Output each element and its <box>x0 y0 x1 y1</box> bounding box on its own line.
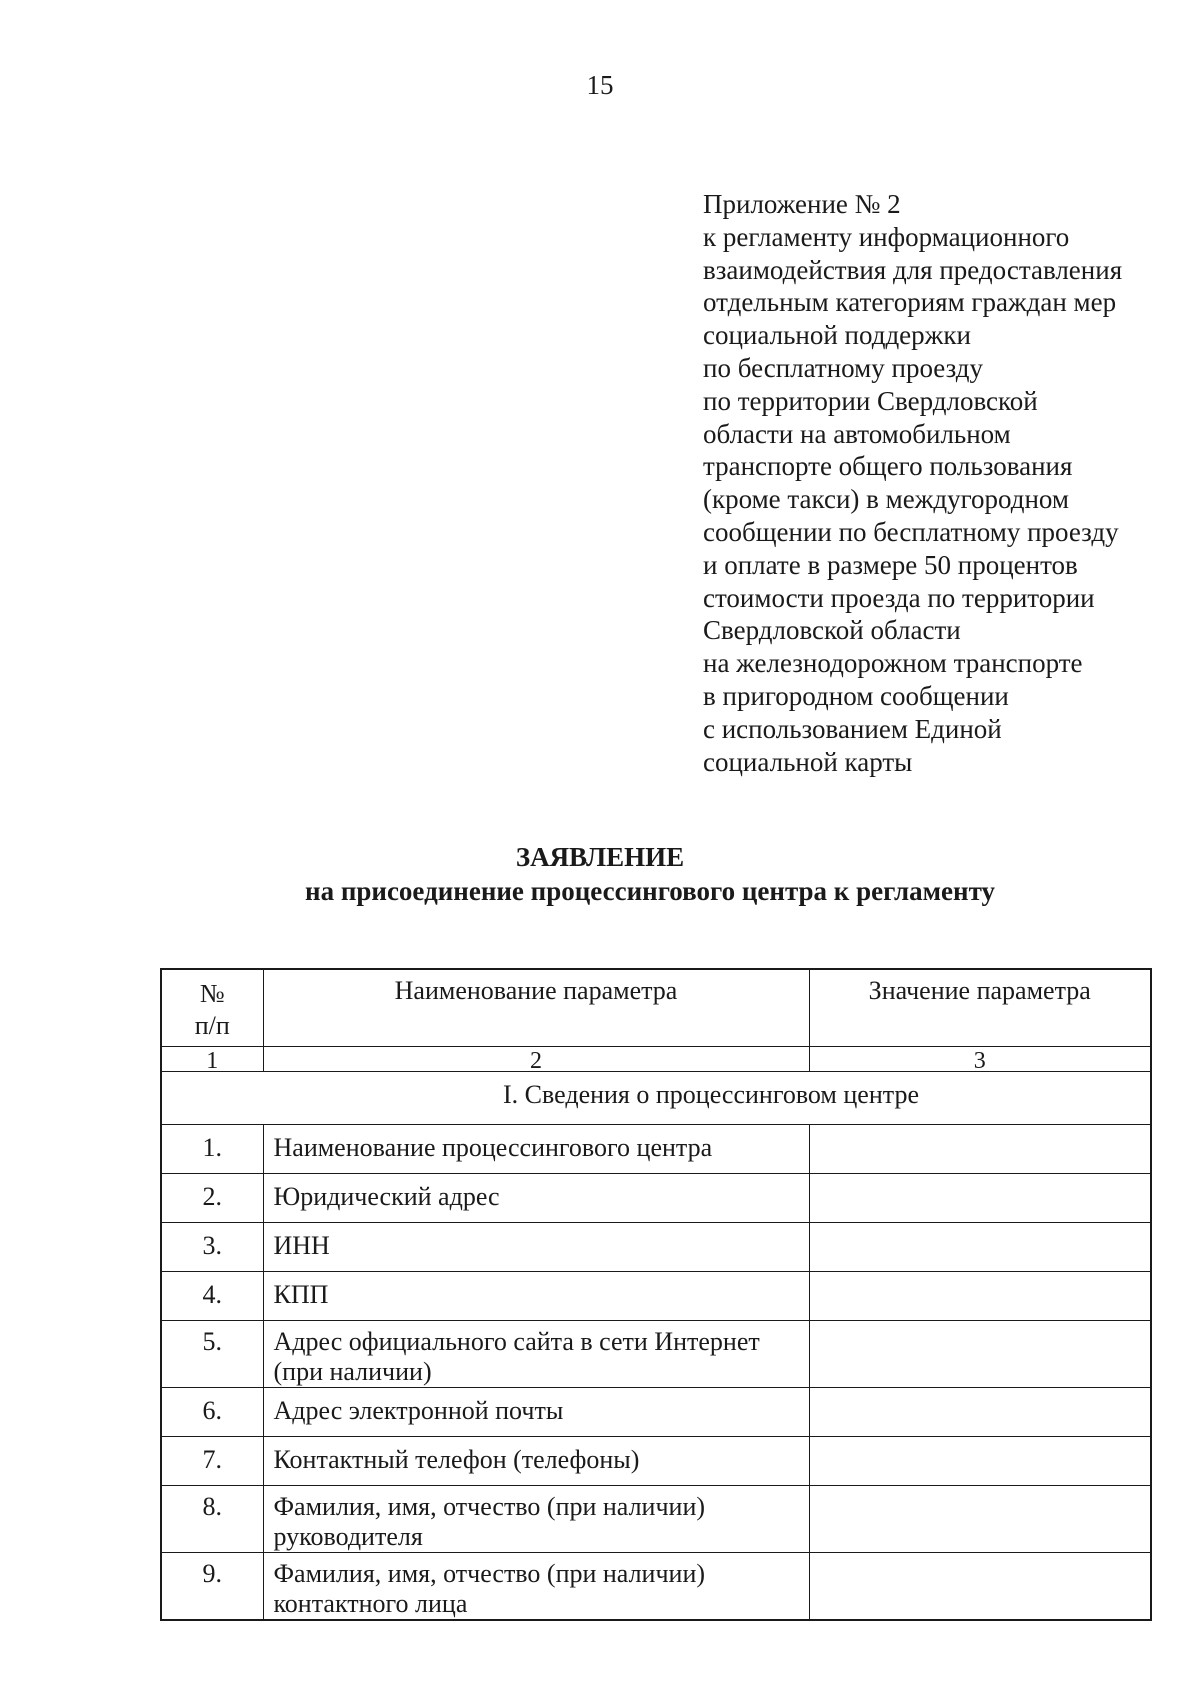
appendix-line: социальной поддержки <box>703 320 971 351</box>
row-number: 8. <box>161 1486 263 1553</box>
appendix-line: (кроме такси) в междугородном <box>703 484 1069 515</box>
row-parameter-name: Наименование процессингового центра <box>263 1125 809 1174</box>
table-row <box>161 1272 1151 1321</box>
row-number: 4. <box>161 1272 263 1321</box>
row-parameter-name: Адрес электронной почты <box>263 1388 809 1437</box>
row-parameter-name: Контактный телефон (телефоны) <box>263 1437 809 1486</box>
appendix-line: сообщении по бесплатному проезду <box>703 516 1119 547</box>
appendix-line: и оплате в размере 50 процентов <box>703 549 1078 580</box>
row-number: 7. <box>161 1437 263 1486</box>
row-parameter-name: КПП <box>263 1272 809 1321</box>
header-number <box>161 969 263 1047</box>
column-numbers-row <box>161 1047 1151 1072</box>
row-parameter-value[interactable] <box>809 1553 1151 1621</box>
appendix-line: социальной карты <box>703 746 913 777</box>
appendix-line: стоимости проезда по территории <box>703 582 1095 613</box>
row-parameter-value[interactable] <box>809 1174 1151 1223</box>
row-number: 5. <box>161 1321 263 1388</box>
table-row <box>161 1388 1151 1437</box>
row-number: 1. <box>161 1125 263 1174</box>
row-parameter-name: Фамилия, имя, отчество (при наличии) руководителя <box>263 1486 809 1553</box>
table-header-row <box>161 969 1151 1047</box>
appendix-line: в пригородном сообщении <box>703 680 1009 711</box>
row-parameter-value[interactable] <box>809 1223 1151 1272</box>
row-number: 3. <box>161 1223 263 1272</box>
document-subtitle: на присоединение процессингового центра к регламенту <box>305 876 995 906</box>
row-number: 2. <box>161 1174 263 1223</box>
row-parameter-name: Фамилия, имя, отчество (при наличии) контактного лица <box>263 1553 809 1621</box>
appendix-line: отдельным категориям граждан мер <box>703 287 1117 318</box>
appendix-line: Свердловской области <box>703 615 961 646</box>
table-row <box>161 1437 1151 1486</box>
appendix-line: по территории Свердловской <box>703 385 1038 416</box>
column-number: 1 <box>161 1047 263 1072</box>
row-parameter-name: ИНН <box>263 1223 809 1272</box>
row-number: 6. <box>161 1388 263 1437</box>
appendix-line: на железнодорожном транспорте <box>703 648 1083 679</box>
page-number: 15 <box>586 70 614 100</box>
row-parameter-name: Юридический адрес <box>263 1174 809 1223</box>
row-parameter-value[interactable] <box>809 1486 1151 1553</box>
row-parameter-value[interactable] <box>809 1437 1151 1486</box>
appendix-line: с использованием Единой <box>703 713 1002 744</box>
row-parameter-value[interactable] <box>809 1272 1151 1321</box>
table-row <box>161 1174 1151 1223</box>
header-parameter-value: Значение параметра <box>809 969 1151 1047</box>
row-parameter-value[interactable] <box>809 1388 1151 1437</box>
appendix-line: транспорте общего пользования <box>703 451 1073 482</box>
appendix-line: взаимодействия для предоставления <box>703 254 1123 285</box>
header-number-abbr: п/п <box>194 1011 230 1040</box>
table-row <box>161 1553 1151 1621</box>
table-row <box>161 1486 1151 1553</box>
document-title: ЗАЯВЛЕНИЕ <box>515 842 685 872</box>
row-parameter-name: Адрес официального сайта в сети Интернет (при наличии) <box>263 1321 809 1388</box>
table-row <box>161 1321 1151 1388</box>
column-number: 2 <box>263 1047 809 1072</box>
appendix-block <box>703 188 1173 778</box>
table-row <box>161 1125 1151 1174</box>
appendix-line: по бесплатному проезду <box>703 352 984 383</box>
appendix-line: Приложение № 2 <box>703 189 901 219</box>
table-row <box>161 1223 1151 1272</box>
header-parameter-name: Наименование параметра <box>263 969 809 1047</box>
row-parameter-value[interactable] <box>809 1125 1151 1174</box>
section-row <box>161 1072 1151 1125</box>
appendix-line: к регламенту информационного <box>703 221 1070 252</box>
application-form-table <box>160 968 1152 1621</box>
column-number: 3 <box>809 1047 1151 1072</box>
appendix-line: области на автомобильном <box>703 418 1011 449</box>
section-title: I. Сведения о процессинговом центре <box>161 1072 1151 1125</box>
header-number-sign: № <box>199 979 225 1008</box>
row-parameter-value[interactable] <box>809 1321 1151 1388</box>
row-number: 9. <box>161 1553 263 1621</box>
